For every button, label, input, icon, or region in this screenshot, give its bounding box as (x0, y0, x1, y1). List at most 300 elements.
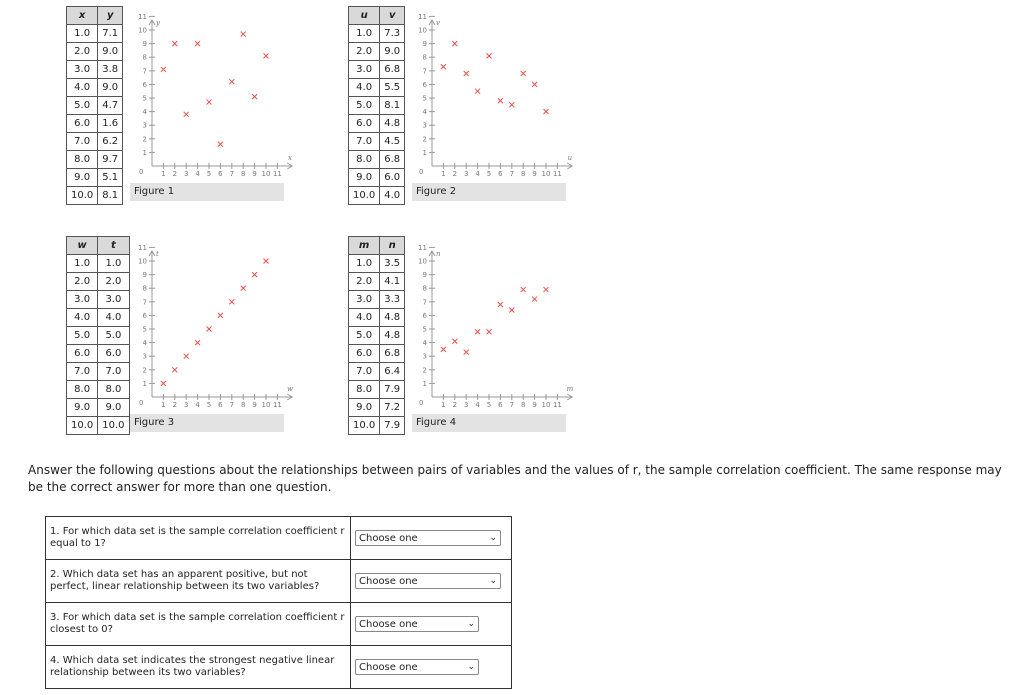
table-cell: 3.3 (380, 291, 405, 309)
table-cell: 7.0 (349, 363, 380, 381)
table-row (349, 399, 405, 417)
table-row (67, 79, 123, 97)
y-tick-label: 3 (422, 352, 427, 361)
y-axis-label: v (436, 19, 440, 27)
table-cell: 7.0 (67, 133, 98, 151)
data-point (161, 381, 166, 386)
data-point (218, 142, 223, 147)
x-axis-label: w (286, 385, 293, 393)
data-point (498, 302, 503, 307)
figure-2-var-v: v (380, 7, 405, 25)
data-point (264, 259, 269, 264)
question-row-4 (46, 646, 512, 689)
x-tick-label: 6 (498, 401, 503, 409)
table-row (67, 291, 130, 309)
table-cell: 6.8 (380, 345, 405, 363)
table-cell: 9.0 (67, 399, 98, 417)
x-tick-label: 1 (161, 170, 166, 178)
y-tick-label: 11 (418, 12, 427, 21)
question-2-text: 2. Which data set has an apparent positive, but not perfect, linear relationship between its two variables? (46, 560, 351, 603)
table-cell: 1.0 (98, 255, 129, 273)
figure-4-scatter-plot (414, 243, 574, 414)
table-row (67, 417, 130, 435)
data-point (475, 329, 480, 334)
table-row (67, 25, 123, 43)
y-tick-label: 1 (142, 148, 147, 157)
table-row (349, 291, 405, 309)
x-tick-label: 8 (240, 170, 246, 178)
y-tick-label: 5 (422, 94, 427, 103)
question-4-text: 4. Which data set indicates the strongest negative linear relationship between its two variables? (46, 646, 351, 689)
x-tick-label: 4 (195, 170, 200, 178)
data-point (252, 272, 257, 277)
y-tick-label: 3 (142, 121, 147, 130)
y-tick-label: 2 (422, 135, 427, 144)
x-axis-label: m (566, 385, 574, 393)
x-tick-label: 11 (552, 170, 562, 178)
question-3-select-value: Choose one (359, 618, 418, 630)
x-tick-label: 9 (532, 401, 537, 409)
x-tick-label: 8 (520, 401, 526, 409)
table-cell: 3.8 (98, 61, 123, 79)
y-tick-label: 10 (418, 26, 427, 35)
data-point (452, 41, 457, 46)
data-point (184, 354, 189, 359)
table-cell: 2.0 (349, 273, 380, 291)
table-row (349, 187, 405, 205)
data-point (452, 339, 457, 344)
figure-3-table-body (67, 255, 130, 435)
table-cell: 10.0 (67, 417, 98, 435)
table-cell: 4.0 (67, 79, 98, 97)
table-cell: 2.0 (67, 43, 98, 61)
y-tick-label: 2 (142, 135, 147, 144)
figure-2-table-body (349, 25, 405, 205)
chevron-down-icon: ⌄ (467, 619, 475, 629)
figure-1-table-body (67, 25, 123, 205)
x-axis-label: x (287, 154, 292, 162)
table-cell: 1.0 (349, 25, 380, 43)
x-tick-label: 4 (475, 170, 480, 178)
x-tick-label: 5 (206, 170, 212, 178)
table-cell: 9.7 (98, 151, 123, 169)
data-point (207, 100, 212, 105)
question-2-select-value: Choose one (359, 575, 418, 587)
figure-1-scatter-plot (134, 12, 294, 183)
x-tick-label: 6 (218, 401, 223, 409)
y-tick-label: 4 (422, 108, 427, 117)
table-cell: 8.0 (98, 381, 129, 399)
table-cell: 7.9 (380, 417, 405, 435)
table-row (349, 345, 405, 363)
table-cell: 9.0 (349, 169, 380, 187)
figure-4-var-n: n (380, 237, 405, 255)
figure-1-var-x: x (67, 7, 98, 25)
table-cell: 6.0 (380, 169, 405, 187)
x-tick-label: 4 (475, 401, 480, 409)
table-cell: 6.8 (380, 61, 405, 79)
table-cell: 4.8 (380, 309, 405, 327)
table-cell: 5.1 (98, 169, 123, 187)
question-3-text: 3. For which data set is the sample correlation coefficient r closest to 0? (46, 603, 351, 646)
figure-3-table (66, 236, 130, 435)
x-tick-label: 11 (272, 170, 282, 178)
data-point (487, 53, 492, 58)
question-1-select-value: Choose one (359, 532, 418, 544)
table-cell: 5.0 (67, 327, 98, 345)
x-tick-label: 5 (486, 401, 492, 409)
table-cell: 9.0 (98, 43, 123, 61)
x-tick-label: 3 (463, 170, 469, 178)
table-cell: 4.0 (98, 309, 129, 327)
y-tick-label: 9 (422, 271, 427, 280)
data-point (195, 41, 200, 46)
figure-1-var-y: y (98, 7, 123, 25)
y-tick-label: 6 (422, 311, 427, 320)
table-cell: 4.0 (349, 79, 380, 97)
data-point (441, 347, 446, 352)
table-cell: 8.1 (380, 97, 405, 115)
x-tick-label: 2 (172, 401, 178, 409)
x-tick-label: 1 (441, 170, 446, 178)
table-cell: 7.0 (98, 363, 129, 381)
figure-1-caption: Figure 1 (130, 183, 284, 201)
table-cell: 5.5 (380, 79, 405, 97)
table-cell: 4.8 (380, 115, 405, 133)
chevron-down-icon: ⌄ (489, 576, 497, 586)
table-cell: 10.0 (349, 417, 380, 435)
figure-4-table (348, 236, 405, 435)
figure-3-caption: Figure 3 (130, 414, 284, 432)
table-cell: 5.0 (98, 327, 129, 345)
table-row (67, 255, 130, 273)
table-cell: 9.0 (349, 399, 380, 417)
table-row (67, 273, 130, 291)
data-point (441, 64, 446, 69)
y-tick-label: 8 (422, 284, 427, 293)
x-tick-label: 2 (452, 170, 458, 178)
x-tick-label: 9 (252, 401, 257, 409)
x-tick-label: 6 (218, 170, 223, 178)
y-tick-label: 7 (422, 298, 427, 307)
data-point (521, 287, 526, 292)
data-point (229, 299, 234, 304)
table-cell: 4.0 (67, 309, 98, 327)
table-cell: 8.0 (349, 381, 380, 399)
table-cell: 9.0 (98, 79, 123, 97)
origin-label: 0 (139, 399, 144, 407)
data-point (475, 89, 480, 94)
table-row (67, 187, 123, 205)
data-point (464, 350, 469, 355)
table-cell: 3.0 (67, 61, 98, 79)
table-row (349, 255, 405, 273)
data-point (464, 71, 469, 76)
table-cell: 4.1 (380, 273, 405, 291)
table-cell: 7.3 (380, 25, 405, 43)
figure-2-table (348, 6, 405, 205)
x-tick-label: 1 (161, 401, 166, 409)
table-row (349, 79, 405, 97)
data-point (172, 367, 177, 372)
table-cell: 6.4 (380, 363, 405, 381)
x-tick-label: 9 (252, 170, 257, 178)
table-cell: 4.7 (98, 97, 123, 115)
table-cell: 6.0 (67, 345, 98, 363)
table-cell: 6.0 (67, 115, 98, 133)
x-tick-label: 10 (541, 170, 551, 178)
y-tick-label: 6 (142, 311, 147, 320)
table-row (349, 43, 405, 61)
data-point (544, 109, 549, 114)
table-row (67, 169, 123, 187)
x-tick-label: 11 (272, 401, 282, 409)
question-2-select[interactable] (355, 573, 501, 589)
table-row (349, 115, 405, 133)
x-tick-label: 9 (532, 170, 537, 178)
x-tick-label: 11 (552, 401, 562, 409)
questions-table (45, 516, 512, 689)
y-tick-label: 8 (142, 284, 147, 293)
table-cell: 1.6 (98, 115, 123, 133)
question-1-answer-cell (351, 517, 512, 560)
y-tick-label: 2 (142, 366, 147, 375)
y-tick-label: 11 (138, 243, 147, 252)
y-tick-label: 10 (138, 26, 147, 35)
y-tick-label: 9 (142, 40, 147, 49)
y-tick-label: 9 (142, 271, 147, 280)
y-tick-label: 5 (422, 325, 427, 334)
table-cell: 5.0 (349, 97, 380, 115)
table-row (349, 273, 405, 291)
figure-4-caption: Figure 4 (412, 414, 566, 432)
data-point (264, 53, 269, 58)
table-row (67, 363, 130, 381)
y-tick-label: 8 (422, 53, 427, 62)
x-tick-label: 3 (183, 170, 189, 178)
question-3-answer-cell (351, 603, 512, 646)
y-tick-label: 7 (422, 67, 427, 76)
data-point (241, 32, 246, 37)
table-cell: 4.0 (380, 187, 405, 205)
y-tick-label: 7 (142, 67, 147, 76)
table-cell: 8.0 (67, 151, 98, 169)
y-tick-label: 6 (422, 80, 427, 89)
figure-3-var-w: w (67, 237, 98, 255)
origin-label: 0 (139, 168, 144, 176)
table-cell: 4.0 (349, 309, 380, 327)
table-row (67, 327, 130, 345)
table-cell: 3.0 (349, 291, 380, 309)
table-cell: 8.0 (349, 151, 380, 169)
table-cell: 8.0 (67, 381, 98, 399)
question-4-select[interactable] (355, 659, 479, 675)
figure-2-caption: Figure 2 (412, 183, 566, 201)
table-row (349, 25, 405, 43)
chevron-down-icon: ⌄ (467, 662, 475, 672)
table-row (349, 309, 405, 327)
table-cell: 6.0 (349, 345, 380, 363)
table-row (349, 133, 405, 151)
table-cell: 5.0 (349, 327, 380, 345)
table-cell: 6.8 (380, 151, 405, 169)
x-axis-label: u (567, 154, 573, 162)
y-tick-label: 4 (422, 339, 427, 348)
question-4-select-value: Choose one (359, 661, 418, 673)
x-tick-label: 6 (498, 170, 503, 178)
x-tick-label: 5 (206, 401, 212, 409)
x-tick-label: 7 (509, 401, 515, 409)
table-row (67, 133, 123, 151)
y-tick-label: 2 (422, 366, 427, 375)
data-point (184, 112, 189, 117)
y-tick-label: 5 (142, 325, 147, 334)
data-point (544, 287, 549, 292)
data-point (498, 98, 503, 103)
table-cell: 3.0 (98, 291, 129, 309)
data-point (532, 82, 537, 87)
figure-4-table-body (349, 255, 405, 435)
y-tick-label: 11 (418, 243, 427, 252)
table-cell: 10.0 (67, 187, 98, 205)
figure-4-var-m: m (349, 237, 380, 255)
table-cell: 7.0 (349, 133, 380, 151)
data-point (509, 102, 514, 107)
table-cell: 9.0 (67, 169, 98, 187)
data-point (521, 71, 526, 76)
table-row (349, 363, 405, 381)
y-tick-label: 3 (422, 121, 427, 130)
question-3-select[interactable] (355, 616, 479, 632)
y-tick-label: 4 (142, 108, 147, 117)
x-tick-label: 3 (183, 401, 189, 409)
table-row (349, 417, 405, 435)
y-axis-label: y (156, 19, 160, 27)
x-tick-label: 7 (509, 170, 515, 178)
data-point (195, 340, 200, 345)
table-row (67, 151, 123, 169)
y-tick-label: 10 (418, 257, 427, 266)
table-cell: 3.0 (67, 291, 98, 309)
question-1-text: 1. For which data set is the sample correlation coefficient r equal to 1? (46, 517, 351, 560)
question-row-3 (46, 603, 512, 646)
table-row (67, 115, 123, 133)
table-cell: 2.0 (349, 43, 380, 61)
table-cell: 4.8 (380, 327, 405, 345)
table-cell: 1.0 (67, 25, 98, 43)
table-cell: 3.0 (349, 61, 380, 79)
table-cell: 1.0 (67, 255, 98, 273)
table-row (349, 381, 405, 399)
data-point (487, 329, 492, 334)
data-point (161, 67, 166, 72)
x-tick-label: 8 (520, 170, 526, 178)
x-tick-label: 7 (229, 170, 235, 178)
table-row (349, 169, 405, 187)
x-tick-label: 4 (195, 401, 200, 409)
data-point (218, 313, 223, 318)
table-cell: 2.0 (67, 273, 98, 291)
data-point (207, 327, 212, 332)
y-tick-label: 6 (142, 80, 147, 89)
table-cell: 3.5 (380, 255, 405, 273)
y-tick-label: 11 (138, 12, 147, 21)
origin-label: 0 (419, 399, 424, 407)
table-cell: 8.1 (98, 187, 123, 205)
table-row (67, 345, 130, 363)
table-cell: 6.2 (98, 133, 123, 151)
y-tick-label: 1 (422, 379, 427, 388)
figure-1-table (66, 6, 123, 205)
question-row-2 (46, 560, 512, 603)
table-cell: 10.0 (98, 417, 129, 435)
question-row-1 (46, 517, 512, 560)
table-cell: 7.9 (380, 381, 405, 399)
y-tick-label: 1 (422, 148, 427, 157)
x-tick-label: 1 (441, 401, 446, 409)
x-tick-label: 2 (172, 170, 178, 178)
table-row (67, 309, 130, 327)
x-tick-label: 7 (229, 401, 235, 409)
table-row (349, 97, 405, 115)
chevron-down-icon: ⌄ (489, 533, 497, 543)
data-point (172, 41, 177, 46)
table-cell: 7.2 (380, 399, 405, 417)
figure-2-var-u: u (349, 7, 380, 25)
figure-3-scatter-plot (134, 243, 294, 414)
data-point (252, 94, 257, 99)
table-cell: 7.1 (98, 25, 123, 43)
origin-label: 0 (419, 168, 424, 176)
x-tick-label: 10 (261, 401, 271, 409)
x-tick-label: 8 (240, 401, 246, 409)
figure-3-var-t: t (98, 237, 129, 255)
table-cell: 9.0 (380, 43, 405, 61)
y-tick-label: 5 (142, 94, 147, 103)
table-row (67, 97, 123, 115)
table-cell: 6.0 (98, 345, 129, 363)
y-tick-label: 9 (422, 40, 427, 49)
table-cell: 4.5 (380, 133, 405, 151)
table-row (349, 327, 405, 345)
x-tick-label: 5 (486, 170, 492, 178)
table-row (67, 43, 123, 61)
y-axis-label: n (436, 250, 441, 258)
y-tick-label: 3 (142, 352, 147, 361)
table-cell: 9.0 (98, 399, 129, 417)
data-point (532, 297, 537, 302)
x-tick-label: 10 (261, 170, 271, 178)
x-tick-label: 2 (452, 401, 458, 409)
y-tick-label: 4 (142, 339, 147, 348)
table-cell: 2.0 (98, 273, 129, 291)
x-tick-label: 3 (463, 401, 469, 409)
y-axis-label: t (156, 250, 159, 258)
y-tick-label: 1 (142, 379, 147, 388)
question-2-answer-cell (351, 560, 512, 603)
y-tick-label: 10 (138, 257, 147, 266)
figure-2-scatter-plot (414, 12, 574, 183)
instructions-text: Answer the following questions about the relationships between pairs of variables and the values of r, the sample correlation coefficient. The same response may be the correct answer for more than one question. (28, 463, 1002, 494)
question-1-select[interactable] (355, 530, 501, 546)
data-point (509, 307, 514, 312)
table-row (67, 381, 130, 399)
table-row (67, 61, 123, 79)
table-cell: 7.0 (67, 363, 98, 381)
table-cell: 10.0 (349, 187, 380, 205)
table-row (67, 399, 130, 417)
y-tick-label: 8 (142, 53, 147, 62)
